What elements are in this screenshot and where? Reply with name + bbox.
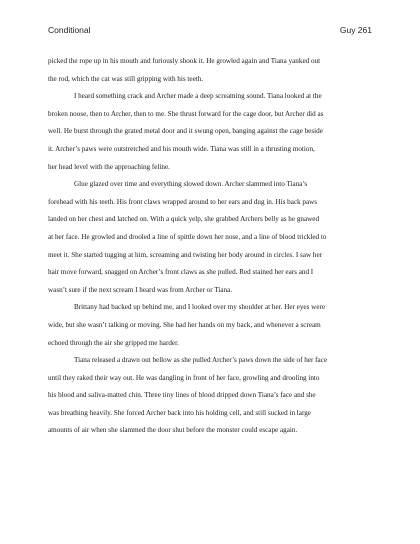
text-line: landed on her chest and latched on. With a quick yelp, she grabbed Archers belly as he gnawed — [48, 215, 320, 224]
text-line: until they raked their way out. He was dangling in front of her face, growling and drooling into — [48, 373, 320, 382]
text-line: echoed through the air she gripped me harder. — [48, 338, 179, 347]
text-line: forehead with his teeth. His front claws wrapped around to her ears and dug in. His back paws — [48, 197, 318, 206]
text-line: meet it. She started tugging at him, screaming and twisting her body around in circles. I saw her — [48, 250, 323, 259]
page-header — [48, 25, 372, 37]
text-line: I heard something crack and Archer made a deep screaming sound. Tiana looked at the — [74, 92, 322, 101]
text-line: hair move forward, snagged on Archer’s front claws as she pulled. Red stained her ears and I — [48, 268, 314, 277]
text-line: broken noose, then to Archer, then to me. She thrust forward for the cage door, but Archer did as — [48, 109, 324, 118]
text-line: wasn’t sure if the next scream I heard was from Archer or Tiana. — [48, 285, 233, 294]
text-line: the rod, which the cat was still gripping with his teeth. — [48, 74, 204, 83]
text-line: was breathing heavily. She forced Archer back into his holding cell, and still sucked in large — [48, 408, 311, 417]
body-text — [48, 53, 374, 440]
text-line: Glue glazed over time and everything slowed down. Archer slammed into Tiana’s — [74, 180, 308, 189]
text-line: well. He burst through the grated metal door and it swung open, banging against the cage beside — [48, 127, 323, 136]
text-line: Tiana released a drawn out bellow as she pulled Archer’s paws down the side of her face — [74, 356, 328, 365]
text-line: his blood and saliva-matted chin. Three tiny lines of blood dripped down Tiana’s face and she — [48, 391, 316, 400]
text-line: Brittany had backed up behind me, and I looked over my shoulder at her. Her eyes were — [74, 303, 326, 312]
text-line: it. Archer’s paws were outstretched and his mouth wide. Tiana was still in a thrusting motion, — [48, 144, 315, 153]
text-line: at her face. He growled and drooled a line of spittle down her nose, and a line of blood trickled to — [48, 232, 327, 241]
text-line: wide, but she wasn’t talking or moving. She had her hands on my back, and whenever a scream — [48, 320, 321, 329]
author-page-number: Guy 261 — [339, 25, 372, 35]
text-line: picked the rope up in his mouth and furiously shook it. He growled again and Tiana yanked out — [48, 57, 321, 65]
text-line: her head level with the approaching feline. — [48, 162, 170, 171]
running-title: Conditional — [48, 25, 91, 35]
text-line: amounts of air when she slammed the door shut before the monster could escape again. — [48, 426, 298, 435]
